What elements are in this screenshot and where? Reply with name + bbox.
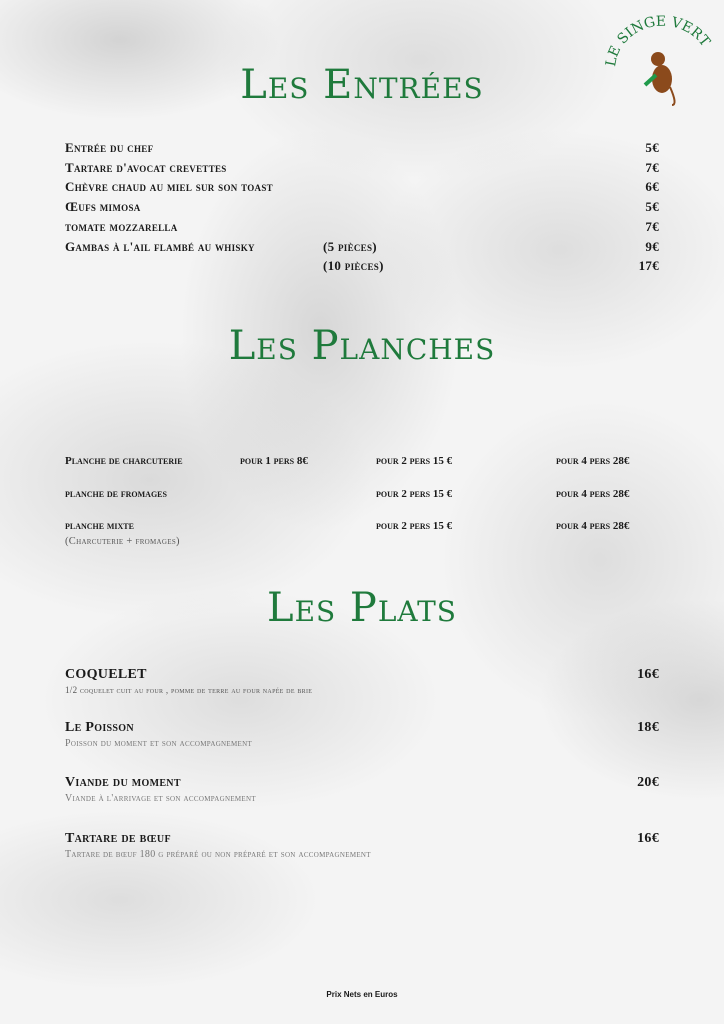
dish-description: Tartare de bœuf 180 g préparé ou non préparé et son accompagnement (65, 849, 371, 860)
item-name: Œufs mimosa (65, 199, 141, 215)
item-price: 7€ (645, 218, 659, 234)
dish-name: Viande du moment (65, 775, 181, 790)
dish-item (65, 667, 659, 683)
dish-item (65, 831, 659, 847)
dish-description: Viande à l'arrivage et son accompagnement (65, 793, 256, 804)
item-name: Gambas à l'ail flambé au whisky (65, 238, 255, 254)
dish-item (65, 720, 659, 736)
svg-text:LE SINGE VERT: LE SINGE VERT (603, 15, 713, 68)
price-2-persons: pour 2 pers 15 € (376, 488, 453, 500)
dish-price: 16€ (637, 667, 659, 682)
dish-name: Tartare de bœuf (65, 831, 171, 846)
menu-item (65, 179, 659, 195)
dish-price: 18€ (637, 720, 659, 735)
menu-item (65, 140, 659, 156)
item-price: 9€ (645, 238, 659, 254)
price-2-persons: pour 2 pers 15 € (376, 455, 453, 467)
price-4-persons: pour 4 pers 28€ (556, 520, 630, 532)
footer-note: Prix Nets en Euros (326, 990, 398, 999)
dish-item (65, 775, 659, 791)
section-title-planches: Les Planches (228, 323, 496, 369)
dish-description: 1/2 coquelet cuit au four , pomme de terre au four napée de brie (65, 685, 313, 695)
planche-subtitle: (Charcuterie + fromages) (65, 536, 180, 547)
price-4-persons: pour 4 pers 28€ (556, 455, 630, 467)
menu-item (65, 219, 659, 235)
section-title-plats: Les Plats (267, 585, 457, 631)
item-name: Entrée du chef (65, 140, 154, 155)
item-price: 7€ (645, 159, 659, 175)
dish-name: COQUELET (65, 667, 147, 682)
dish-description: Poisson du moment et son accompagnement (65, 738, 253, 749)
item-price: 5€ (645, 140, 659, 155)
item-quantity: (10 pièces) (323, 258, 384, 274)
price-2-persons: pour 2 pers 15 € (376, 520, 453, 532)
item-name: Tartare d'avocat crevettes (65, 159, 227, 175)
price-1-person: pour 1 pers 8€ (240, 455, 308, 467)
dish-price: 20€ (637, 775, 659, 790)
dish-name: Le Poisson (65, 720, 134, 735)
menu-item (65, 160, 659, 176)
item-name: Chèvre chaud au miel sur son toast (65, 179, 273, 195)
planche-name: Planche de charcuterie (65, 455, 183, 467)
dish-price: 16€ (637, 831, 659, 846)
menu-item (65, 199, 659, 215)
planche-name: planche mixte (65, 520, 134, 532)
menu-item (65, 239, 659, 255)
section-title-entrees: Les Entrées (240, 62, 484, 108)
item-price: 17€ (638, 258, 659, 274)
item-quantity: (5 pièces) (323, 238, 377, 254)
item-name: tomate mozzarella (65, 218, 178, 234)
planche-name: planche de fromages (65, 488, 167, 500)
price-4-persons: pour 4 pers 28€ (556, 488, 630, 500)
item-price: 6€ (645, 179, 659, 195)
item-price: 5€ (645, 199, 659, 215)
